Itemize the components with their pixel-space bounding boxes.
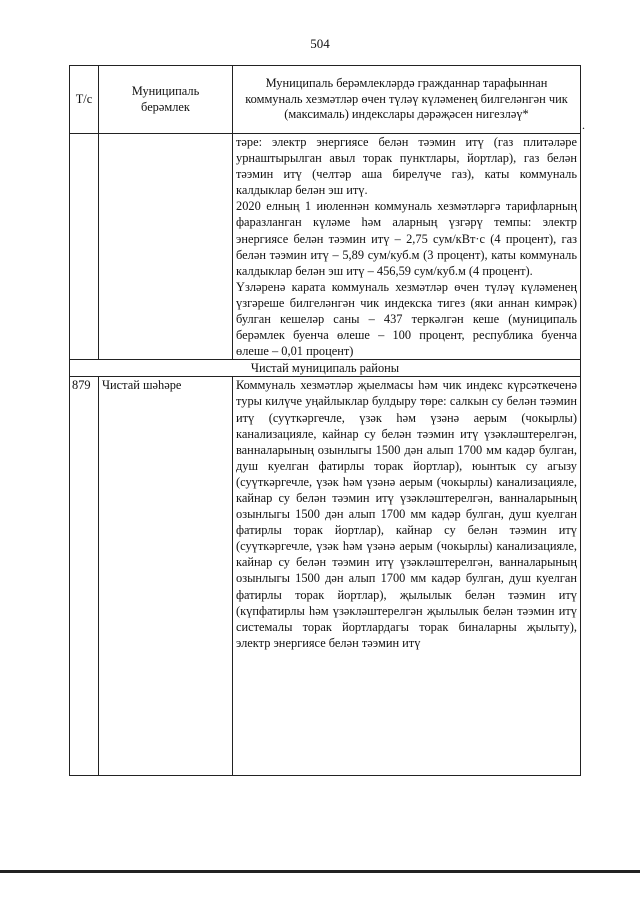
header-municipality: Муниципаль берәмлек: [99, 66, 233, 134]
row-num: 879: [70, 377, 99, 776]
continuation-num-cell: [70, 134, 99, 360]
section-row: [70, 360, 581, 377]
row-text: Коммуналь хезмәтләр җыелмасы һәм чик индекс күрсәткеченә туры килүче уңайлыклар булдыру төре: салкын су белән тәэмин итү (суүткәргечле, үзәк һәм үзәнә аерым (чокырлы) канализацияле, кайнар су белән тәэмин итү үзәкләштерелгән, ванналарының озынлыгы 1500 дән алып 1700 мм кадәр булган, душ куелган фатирлы торак йортлар), юынтык су агызу (суүткәргечле, үзәк һәм үзәнә аерым (чокырлы) канализацияле, кайнар су белән тәэмин итү үзәкләштерелгән, ванналарының озынлыгы 1500 дән алып 1700 мм кадәр булган, душ куелган фатирлы торак йортлар), кайнар су белән тәэмин итү (суүткәргечле, үзәк һәм үзәнә аерым (чокырлы) канализацияле, кайнар су белән тәэмин итү үзәкләштерелгән, ванналарының озынлыгы 1500 дән алып 1700 мм кадәр булган, душ куелган фатирлы торак йортлар), җылылык белән тәэмин итү (күпфатирлы һәм үзәкләштерелгән җылылык белән тәэмин итү системалы торак йортлардагы торак биналарны җылыту), электр энергиясе белән тәэмин итү: [233, 377, 581, 776]
continuation-row: [70, 134, 581, 360]
section-title: Чистай муниципаль районы: [70, 360, 581, 377]
continuation-text-cell: [233, 134, 581, 360]
table-row: [70, 377, 581, 776]
header-num: Т/с: [70, 66, 99, 134]
continuation-paragraph: тәре: электр энергиясе белән тәэмин итү (газ плитәләре урнаштырылган авыл торак пунктлары, йортлар), газ белән тәэмин итү (челтәр аша бирелүче газ), каты коммуналь калдыклар белән эш итү.: [236, 135, 577, 198]
margin-mark: .: [582, 118, 585, 132]
row-municipality: Чистай шәһәре: [99, 377, 233, 776]
continuation-municipality-cell: [99, 134, 233, 360]
continuation-paragraph: 2020 елның 1 июленнән коммуналь хезмәтләргә тарифларның фаразланган күләме һәм аларның үзгәрү темпы: электр энергиясе белән тәэмин итү – 2,75 сум/кВт·с (4 процент), газ белән тәэмин итү – 5,89 сум/куб.м (3 процент), каты коммуналь калдыклар белән эш итү – 456,59 сум/куб.м (4 процент).: [236, 199, 577, 278]
header-basis: Муниципаль берәмлекләрдә гражданнар тарафыннан коммуналь хезмәтләр өчен түләү күләменең билгеләнгән чик (максималь) индекслары дәрәҗәсен нигезләү*: [233, 66, 581, 134]
table-header-row: [70, 66, 581, 134]
document-table: [69, 65, 581, 776]
continuation-paragraph: Үзләренә карата коммуналь хезмәтләр өчен түләү күләменең үзгәреше билгеләнгән чик индекска тигез (яки аннан кимрәк) булган кешеләр саны – 437 теркәлгән кеше (муниципаль берәмлек буенча өлеше – 100 процент, республика буенча өлеше – 0,01 процент): [236, 279, 577, 359]
page-number: 504: [310, 36, 330, 51]
page-bottom-rule: [0, 870, 640, 873]
